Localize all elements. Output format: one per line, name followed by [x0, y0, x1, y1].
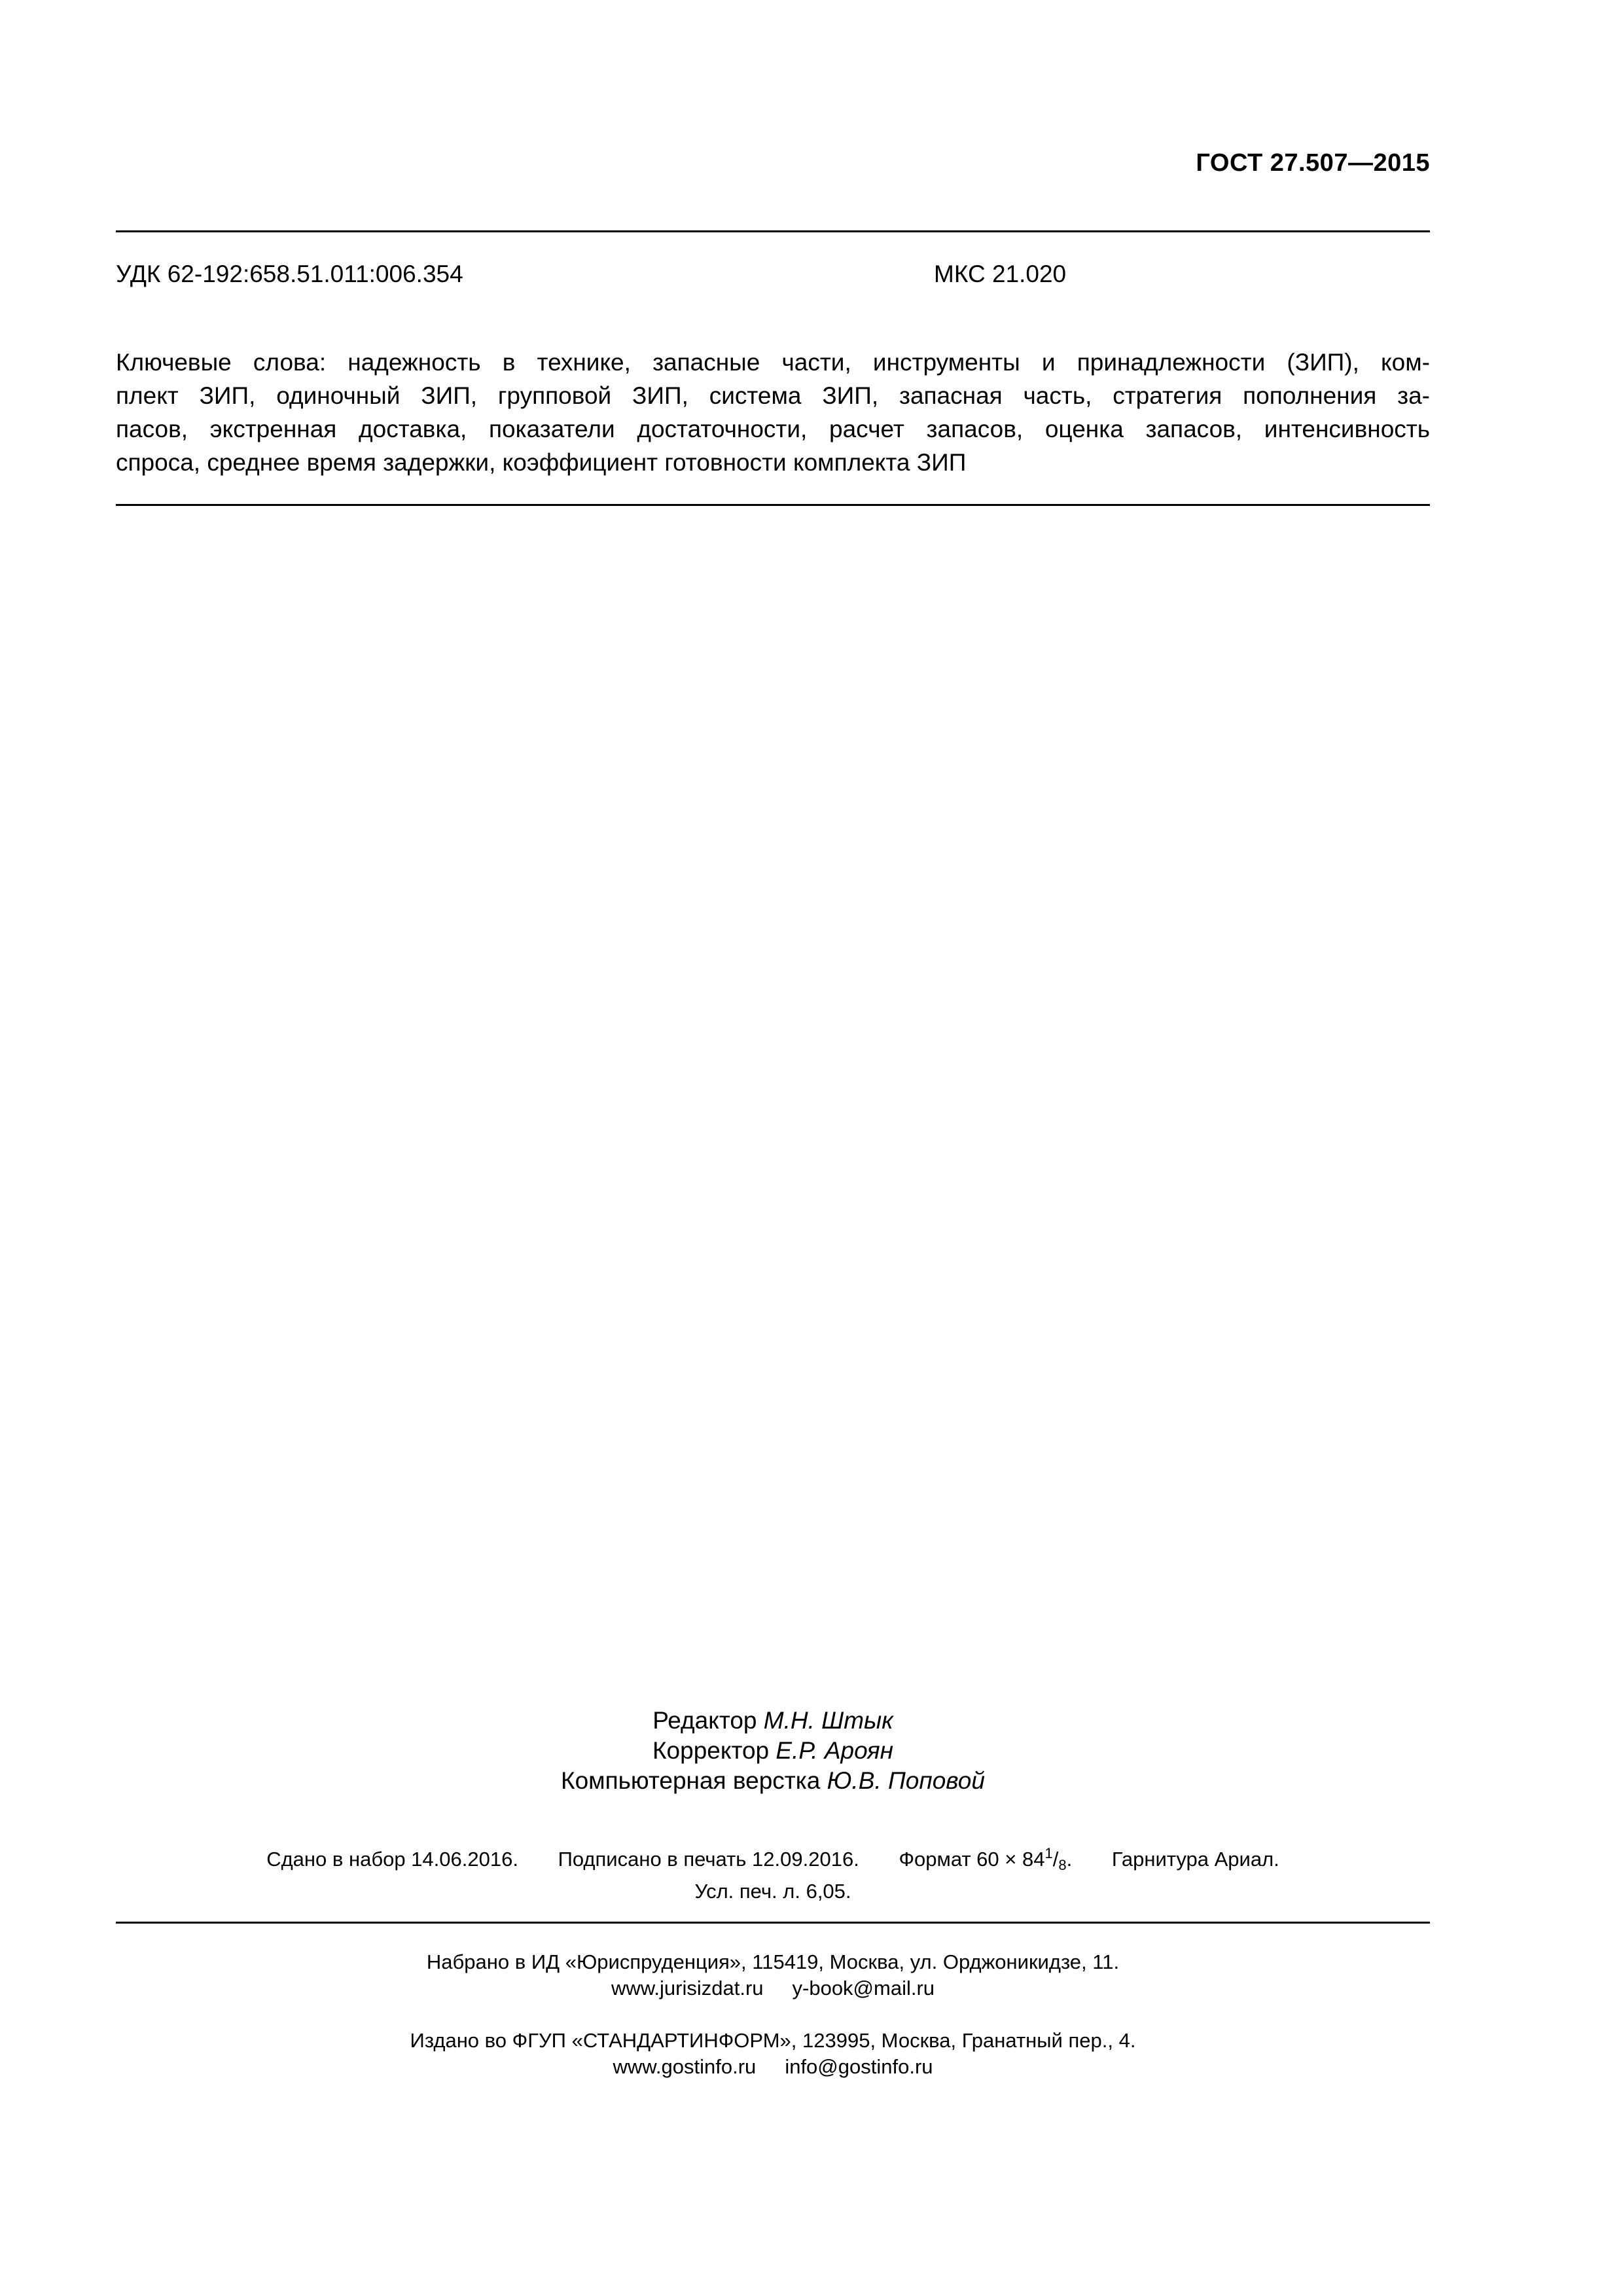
typeface: Гарнитура Ариал. — [1111, 1848, 1279, 1871]
standard-code: ГОСТ 27.507—2015 — [1196, 149, 1430, 177]
typeset-email: y-book@mail.ru — [792, 1977, 935, 2000]
publisher-email: info@gostinfo.ru — [785, 2055, 933, 2078]
corrector-line — [116, 1736, 1430, 1766]
keywords-line: Ключевые слова: надежность в технике, запасные части, инструменты и принадлежности (ЗИП), ком- — [116, 349, 1430, 376]
print-info-block — [116, 1840, 1430, 1905]
submitted-date: Сдано в набор 14.06.2016. — [266, 1848, 518, 1871]
keywords-line: плект ЗИП, одиночный ЗИП, групповой ЗИП, система ЗИП, запасная часть, стратегия пополнения за- — [116, 382, 1430, 409]
bottom-divider — [116, 1922, 1430, 1924]
format-numerator: 1 — [1044, 1845, 1053, 1861]
editor-name: М.Н. Штык — [763, 1707, 893, 1734]
top-divider — [116, 230, 1430, 232]
layout-line — [116, 1766, 1430, 1796]
publisher-contacts — [116, 2054, 1430, 2080]
editor-line — [116, 1706, 1430, 1736]
publisher-address: Издано во ФГУП «СТАНДАРТИНФОРМ», 123995, Москва, Гранатный пер., 4. — [410, 2029, 1136, 2052]
publisher-website: www.gostinfo.ru — [613, 2055, 757, 2078]
format-suffix: . — [1066, 1848, 1073, 1871]
print-details-row — [116, 1840, 1430, 1878]
typeset-block — [116, 1949, 1430, 2001]
typeset-website: www.jurisizdat.ru — [611, 1977, 764, 2000]
signed-date: Подписано в печать 12.09.2016. — [558, 1848, 859, 1871]
publisher-block — [116, 2028, 1430, 2080]
editor-label: Редактор — [652, 1707, 757, 1734]
format-prefix: Формат 60 × 84 — [899, 1848, 1045, 1871]
format-separator: / — [1052, 1848, 1059, 1871]
corrector-name: Е.Р. Ароян — [776, 1737, 894, 1764]
typeset-contacts — [116, 1975, 1430, 2001]
layout-label: Компьютерная верстка — [561, 1767, 821, 1794]
printed-sheets: Усл. печ. л. 6,05. — [694, 1880, 851, 1903]
layout-name: Ю.В. Поповой — [827, 1767, 985, 1794]
udk-code: УДК 62-192:658.51.011:006.354 — [116, 260, 463, 287]
keywords-line: спроса, среднее время задержки, коэффициент готовности комплекта ЗИП — [116, 449, 967, 476]
paper-format — [899, 1845, 1073, 1873]
typeset-address: Набрано в ИД «Юриспруденция», 115419, Москва, ул. Орджоникидзе, 11. — [426, 1950, 1120, 1973]
keywords-divider — [116, 504, 1430, 506]
format-denominator: 8 — [1058, 1857, 1067, 1873]
keywords-line: пасов, экстренная доставка, показатели достаточности, расчет запасов, оценка запасов, интенсивность — [116, 416, 1430, 442]
credits-block — [116, 1706, 1430, 1796]
keywords-paragraph — [116, 346, 1430, 479]
mks-code: МКС 21.020 — [934, 260, 1067, 287]
corrector-label: Корректор — [652, 1737, 770, 1764]
